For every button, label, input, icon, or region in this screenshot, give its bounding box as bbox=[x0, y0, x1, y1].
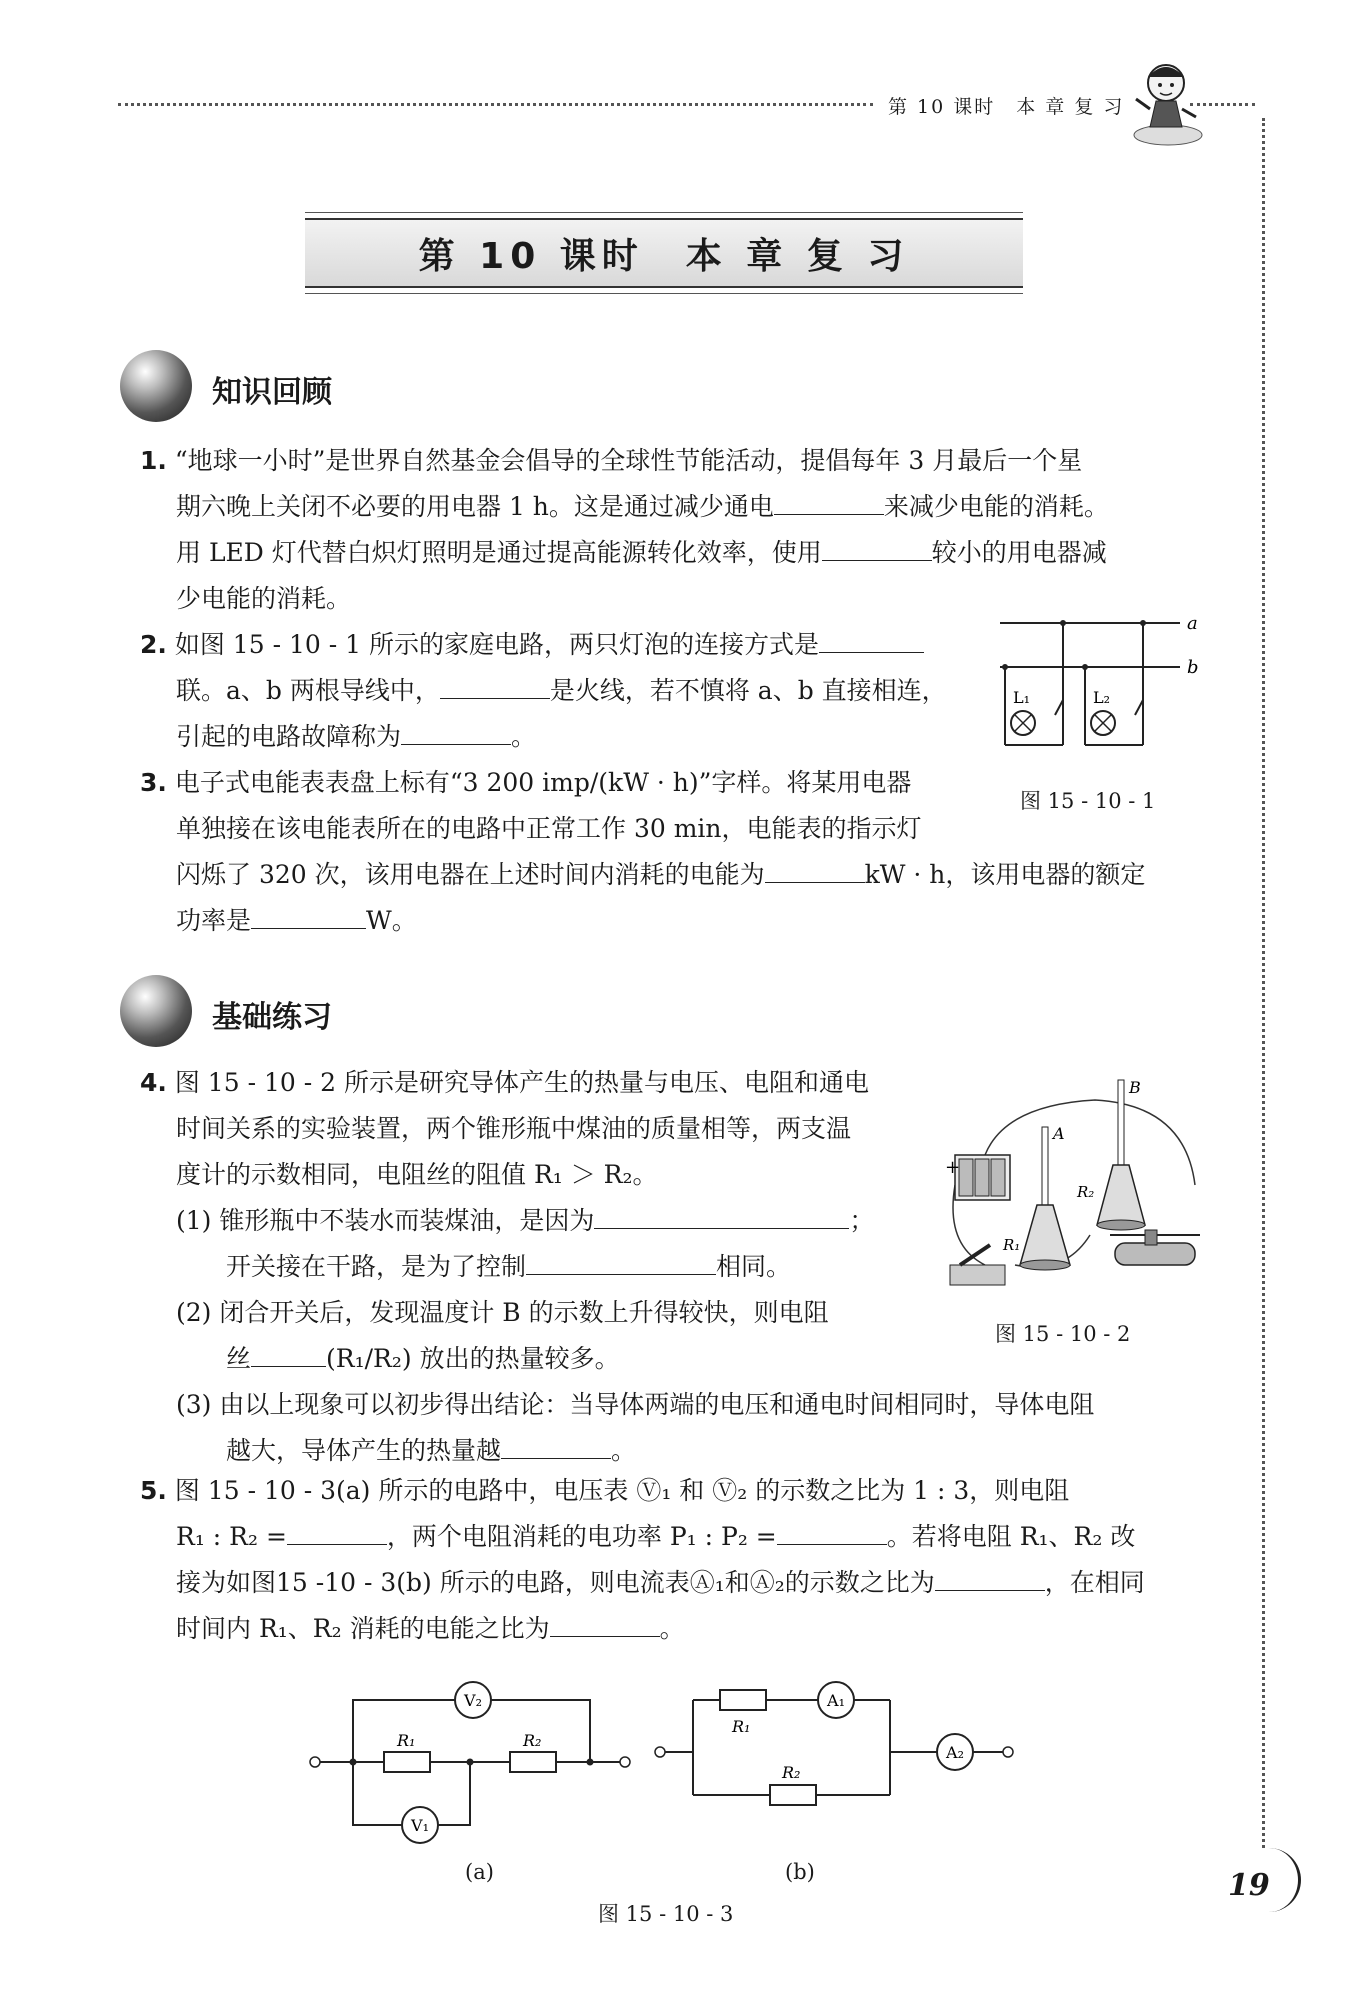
question-text: 时间内 R₁、R₂ 消耗的电能之比为 bbox=[176, 1614, 550, 1643]
question-number: 1. bbox=[140, 446, 167, 475]
question-number: 3. bbox=[140, 768, 167, 797]
margin-dotted-rule bbox=[1262, 118, 1265, 1848]
question-number: 5. bbox=[140, 1476, 167, 1505]
answer-blank[interactable] bbox=[501, 1430, 611, 1459]
subfigure-label-a: (a) bbox=[465, 1860, 494, 1884]
lamp-branch-1 bbox=[1002, 620, 1066, 745]
rheostat-icon bbox=[1110, 1230, 1200, 1265]
figure-caption: 图 15 - 10 - 2 bbox=[995, 1322, 1131, 1346]
section-title-review: 知识回顾 bbox=[212, 375, 332, 410]
answer-blank[interactable] bbox=[822, 532, 932, 561]
thermometer-b-label: B bbox=[1129, 1078, 1141, 1097]
resistor-r2-label: R₂ bbox=[1077, 1183, 1095, 1201]
lamp-branch-2 bbox=[1082, 620, 1146, 745]
figure-15-10-1 bbox=[995, 605, 1210, 765]
resistor-r1-label: R₁ bbox=[1003, 1236, 1021, 1254]
lesson-title-banner bbox=[305, 218, 1023, 288]
figure-15-10-3b bbox=[650, 1680, 1020, 1810]
running-header: 第 10 课时 本 章 复 习 bbox=[888, 96, 1125, 118]
answer-blank[interactable] bbox=[774, 486, 884, 515]
question-text: 。 bbox=[611, 1436, 637, 1465]
figure-caption: 图 15 - 10 - 1 bbox=[1020, 789, 1156, 813]
answer-blank[interactable] bbox=[401, 716, 511, 745]
question-text: 功率是 bbox=[176, 906, 252, 935]
question-text: 如图 15 - 10 - 1 所示的家庭电路，两只灯泡的连接方式是 bbox=[174, 630, 819, 659]
resistor-r1 bbox=[384, 1752, 430, 1772]
flask-b bbox=[1097, 1080, 1145, 1230]
battery-icon bbox=[955, 1155, 1010, 1200]
lesson-title: 第 10 课时 本 章 复 习 bbox=[418, 235, 910, 277]
answer-blank[interactable] bbox=[594, 1200, 849, 1229]
question-text: 度计的示数相同，电阻丝的阻值 R₁ ＞ R₂。 bbox=[176, 1160, 658, 1189]
header-dotted-rule bbox=[118, 103, 873, 106]
wire-b-label: b bbox=[1187, 657, 1199, 678]
voltmeter-v1-label: V₁ bbox=[411, 1816, 429, 1835]
question-1 bbox=[140, 438, 1210, 622]
question-text: 用 LED 灯代替白炽灯照明是通过提高能源转化效率，使用 bbox=[176, 538, 822, 567]
answer-blank[interactable] bbox=[251, 900, 366, 929]
question-5 bbox=[140, 1468, 1210, 1652]
question-text: ，两个电阻消耗的电功率 P₁ : P₂ = bbox=[386, 1522, 777, 1551]
section-title-practice: 基础练习 bbox=[212, 1000, 332, 1035]
question-text: “地球一小时”是世界自然基金会倡导的全球性节能活动，提倡每年 3 月最后一个星 bbox=[174, 446, 1083, 475]
wire-a-label: a bbox=[1187, 613, 1198, 634]
battery-plus-label: + bbox=[945, 1157, 961, 1178]
question-text: kW · h，该用电器的额定 bbox=[864, 860, 1146, 889]
answer-blank[interactable] bbox=[550, 1608, 660, 1637]
resistor-r1-label: R₁ bbox=[397, 1731, 416, 1750]
question-text: 是火线，若不慎将 a、b 直接相连， bbox=[549, 676, 947, 705]
question-text: 。 bbox=[659, 1614, 685, 1643]
question-text: 越大，导体产生的热量越 bbox=[226, 1436, 502, 1465]
lamp2-label: L₂ bbox=[1093, 688, 1111, 707]
question-text: 丝 bbox=[226, 1344, 252, 1373]
question-text: ； bbox=[849, 1206, 875, 1235]
question-text: 闪烁了 320 次，该用电器在上述时间内消耗的电能为 bbox=[176, 860, 765, 889]
ammeter-a1-label: A₁ bbox=[827, 1691, 845, 1710]
answer-blank[interactable] bbox=[777, 1516, 887, 1545]
question-number: 2. bbox=[140, 630, 167, 659]
question-text: 期六晚上关闭不必要的用电器 1 h。这是通过减少通电 bbox=[176, 492, 774, 521]
resistor-r1 bbox=[720, 1690, 766, 1710]
question-text: R₁ : R₂ = bbox=[176, 1522, 287, 1551]
lamp1-label: L₁ bbox=[1013, 688, 1031, 707]
question-text: 来减少电能的消耗。 bbox=[883, 492, 1109, 521]
switch-icon bbox=[1055, 700, 1063, 715]
thermometer-a-label: A bbox=[1053, 1124, 1065, 1143]
switch-icon bbox=[950, 1245, 1005, 1285]
question-2 bbox=[140, 622, 1000, 760]
question-text: 引起的电路故障称为 bbox=[176, 722, 402, 751]
resistor-r2 bbox=[770, 1785, 816, 1805]
question-text: (R₁/R₂) 放出的热量较多。 bbox=[326, 1344, 620, 1373]
question-text: 联。a、b 两根导线中， bbox=[176, 676, 440, 705]
question-text: ，在相同 bbox=[1044, 1568, 1145, 1597]
figure-15-10-3a bbox=[305, 1670, 640, 1860]
answer-blank[interactable] bbox=[440, 670, 550, 699]
wire bbox=[985, 1100, 1195, 1185]
question-text: 较小的用电器减 bbox=[931, 538, 1107, 567]
figure-caption: 图 15 - 10 - 3 bbox=[598, 1902, 734, 1926]
question-text: 。若将电阻 R₁、R₂ 改 bbox=[886, 1522, 1136, 1551]
sphere-icon bbox=[120, 350, 192, 422]
question-text: 图 15 - 10 - 2 所示是研究导体产生的热量与电压、电阻和通电 bbox=[174, 1068, 869, 1097]
question-text: W。 bbox=[366, 906, 417, 935]
question-text: (3) 由以上现象可以初步得出结论：当导体两端的电压和通电时间相同时，导体电阻 bbox=[176, 1390, 1095, 1419]
answer-blank[interactable] bbox=[287, 1516, 387, 1545]
figure-15-10-2 bbox=[945, 1075, 1210, 1300]
question-text: 开关接在干路，是为了控制 bbox=[226, 1252, 527, 1281]
question-3 bbox=[140, 760, 1210, 944]
question-text: (2) 闭合开关后，发现温度计 B 的示数上升得较快，则电阻 bbox=[176, 1298, 829, 1327]
question-text: (1) 锥形瓶中不装水而装煤油，是因为 bbox=[176, 1206, 595, 1235]
resistor-r2-label: R₂ bbox=[782, 1763, 801, 1782]
question-text: 。 bbox=[511, 722, 537, 751]
flask-a bbox=[1020, 1127, 1070, 1270]
page-number: 19 bbox=[1228, 1868, 1270, 1903]
resistor-r2-label: R₂ bbox=[523, 1731, 542, 1750]
sphere-icon bbox=[120, 975, 192, 1047]
resistor-r1-label: R₁ bbox=[732, 1717, 751, 1736]
question-text: 相同。 bbox=[716, 1252, 792, 1281]
switch-icon bbox=[1135, 700, 1143, 715]
answer-blank[interactable] bbox=[251, 1338, 326, 1367]
answer-blank[interactable] bbox=[765, 854, 865, 883]
question-text: 时间关系的实验装置，两个锥形瓶中煤油的质量相等，两支温 bbox=[176, 1114, 852, 1143]
question-text: 单独接在该电能表所在的电路中正常工作 30 min，电能表的指示灯 bbox=[176, 814, 922, 843]
answer-blank[interactable] bbox=[819, 624, 924, 653]
voltmeter-v2-label: V₂ bbox=[464, 1691, 482, 1710]
ammeter-a2-label: A₂ bbox=[946, 1743, 964, 1762]
question-text: 图 15 - 10 - 3(a) 所示的电路中，电压表 Ⓥ₁ 和 Ⓥ₂ 的示数之比为 1 : 3，则电阻 bbox=[174, 1476, 1070, 1505]
mascot-icon bbox=[1130, 55, 1205, 150]
answer-blank[interactable] bbox=[526, 1246, 716, 1275]
answer-blank[interactable] bbox=[935, 1562, 1045, 1591]
question-text: 少电能的消耗。 bbox=[176, 584, 352, 613]
question-number: 4. bbox=[140, 1068, 167, 1097]
question-text: 接为如图15 -10 - 3(b) 所示的电路，则电流表Ⓐ₁和Ⓐ₂的示数之比为 bbox=[176, 1568, 935, 1597]
subfigure-label-b: (b) bbox=[785, 1860, 815, 1884]
question-text: 电子式电能表表盘上标有“3 200 imp/(kW · h)”字样。将某用电器 bbox=[174, 768, 912, 797]
resistor-r2 bbox=[510, 1752, 556, 1772]
